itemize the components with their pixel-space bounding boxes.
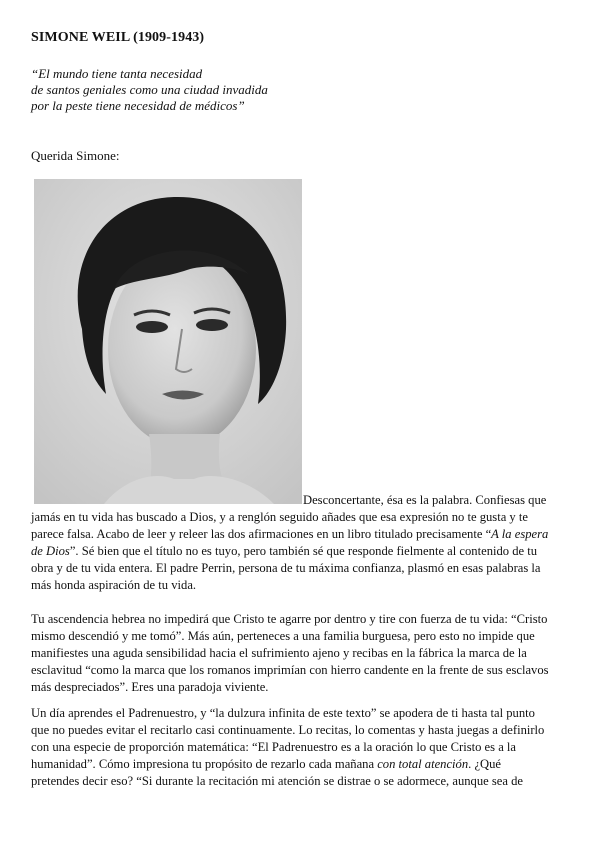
text-line: que no puedes evitar el recitarlo casi continuamente. Lo recitas, lo comentas y hasta juegas a definirlo (31, 723, 545, 738)
document-title: SIMONE WEIL (1909-1943) (31, 30, 205, 45)
text-run: ”. Sé bien que el título no es tuyo, pero también sé que responde fielmente al contenido de tu (69, 544, 538, 559)
text-line: jamás en tu vida has buscado a Dios, y a renglón seguido añades que esa expresión no te gusta y te (31, 510, 528, 525)
emphasis-text: con total atención (377, 757, 469, 772)
text-line: Un día aprendes el Padrenuestro, y “la dulzura infinita de este texto” se apodera de ti hasta tal punto (31, 706, 535, 720)
text-line: más honda aspiración de tu vida. (31, 578, 197, 593)
text-line: mismo descendió y me tomó”. Más aún, perteneces a una familia burguesa, pero esto no impide que (31, 629, 535, 644)
text-line (31, 756, 571, 773)
text-line: obra y de tu vida entera. El padre Perrin, persona de tu máxima confianza, plasmó en esas palabras la (31, 561, 541, 576)
text-line: con una especie de proporción matemática: “El Padrenuestro es a la oración lo que Cristo es a la (31, 740, 517, 755)
paragraph-1 (31, 492, 571, 595)
paragraph-3 (31, 705, 571, 790)
epigraph-line: “El mundo tiene tanta necesidad (31, 66, 203, 81)
epigraph-line: de santos geniales como una ciudad invadida (31, 82, 268, 97)
book-title-part: A la espera (491, 527, 549, 542)
text-line: más despreciados”. Eres una paradoja viviente. (31, 680, 269, 695)
text-run: . ¿Qué (468, 757, 502, 772)
portrait-photo (34, 179, 302, 504)
epigraph (31, 66, 268, 114)
text-line: pretendes decir eso? “Si durante la recitación mi atención se distrae o se adormece, aunque sea de (31, 774, 523, 789)
salutation: Querida Simone: (31, 148, 120, 163)
text-line (31, 526, 571, 543)
text-line (31, 543, 571, 560)
text-line: manifiestes una aguda sensibilidad hacia el sufrimiento ajeno y recibas en la fábrica la marca de la (31, 646, 527, 661)
epigraph-line: por la peste tiene necesidad de médicos” (31, 98, 245, 113)
text-line: esclavitud “como la marca que los romanos imprimían con hierro candente en la frente de sus esclavos (31, 663, 549, 678)
text-line: Tu ascendencia hebrea no impedirá que Cristo te agarre por dentro y tire con fuerza de tu vida: “Cristo (31, 612, 548, 626)
paragraph-2 (31, 611, 571, 696)
text-run: humanidad”. Cómo impresiona tu propósito de rezarlo cada mañana (31, 757, 378, 772)
text-run: parece falsa. Acabo de leer y releer las dos afirmaciones en un libro titulado precisamente “ (31, 527, 492, 542)
text-line: Desconcertante, ésa es la palabra. Confiesas que (303, 493, 547, 507)
book-title-part: de Dios (31, 544, 70, 559)
